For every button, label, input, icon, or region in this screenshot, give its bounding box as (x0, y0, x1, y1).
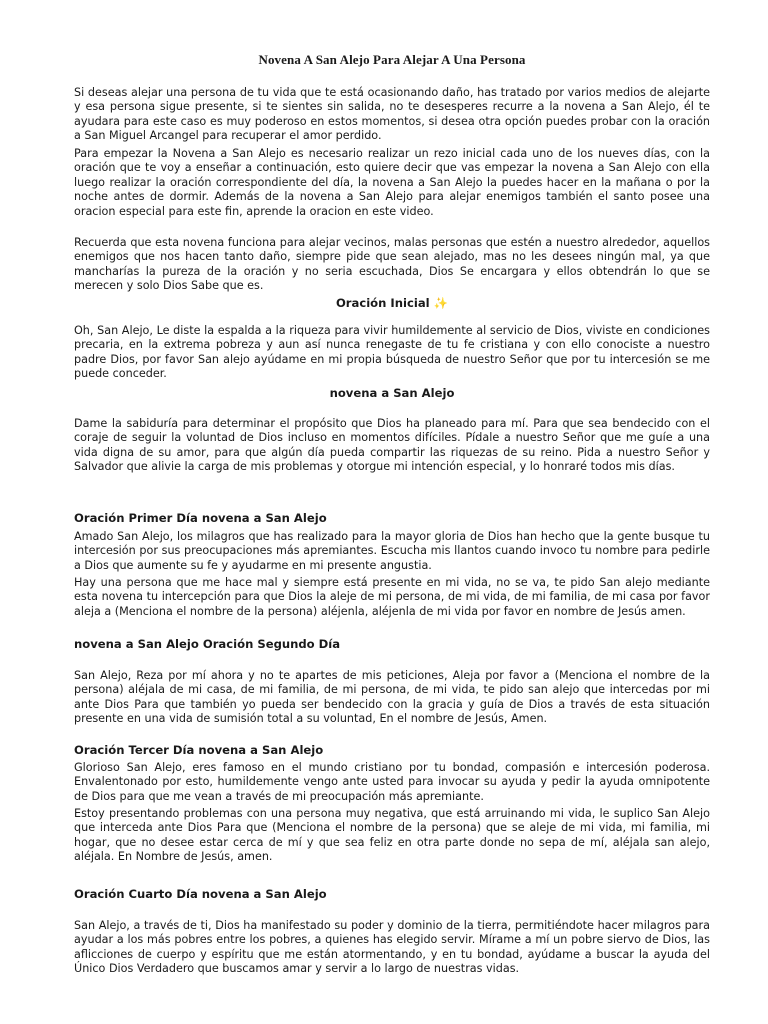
intro-paragraph-2: Para empezar la Novena a San Alejo es necesario realizar un rezo inicial cada uno de los nueves días, con la oración que te voy a enseñar a continuación, esto quiere decir que vas empezar la novena a San Alejo con ella luego realizar la oración correspondiente del día, la novena a San Alejo la puedes hacer en la mañana o por la noche antes de dormir. Además de la novena a San Alejo para alejar enemigos también el santo posee una oracion especial para este fin, aprende la oracion en este video. (74, 147, 710, 218)
dia2-heading: novena a San Alejo Oración Segundo Día (74, 637, 341, 651)
intro-paragraph-3: Recuerda que esta novena funciona para alejar vecinos, malas personas que estén a nuestro alrededor, aquellos enemigos que nos hacen tanto daño, siempre pide que sean alejado, mas no les desees ningún mal, ya que mancharías la pureza de la oración y no seria escuchada, Dios Se encargara y ellos obtendrán lo que se merecen y solo Dios Sabe que es. (74, 236, 710, 293)
dia1-paragraph-1: Amado San Alejo, los milagros que has realizado para la mayor gloria de Dios han hecho que la gente busque tu intercesión por sus preocupaciones más apremiantes. Escucha mis llantos cuando invoco tu nombre para pedirle a Dios que aumente su fe y ayudarme en mi presente angustia. (74, 530, 710, 572)
dia4-heading: Oración Cuarto Día novena a San Alejo (74, 887, 327, 901)
dia4-text: San Alejo, a través de ti, Dios ha manifestado su poder y dominio de la tierra, permitiéndote hacer milagros para ayudar a los más pobres entre los pobres, a quienes has elegido servir. Mírame a mí un pobre siervo de Dios, las aflicciones de cuerpo y espíritu que me están atormentando, y en tu bondad, ayúdame a buscar la ayuda del Único Dios Verdadero que buscamos amar y servir a lo largo de nuestras vidas. (74, 919, 710, 976)
oracion-inicial-text: Oh, San Alejo, Le diste la espalda a la riqueza para vivir humildemente al servicio de Dios, viviste en condiciones precaria, en la extrema pobreza y aun así nunca renegaste de tu fe cristiana y con ello conociste a nuestro padre Dios, por favor San alejo ayúdame en mi propia búsqueda de nuestro Señor que por tu intercesión se me puede conceder. (74, 324, 710, 381)
dia1-paragraph-2: Hay una persona que me hace mal y siempre está presente en mi vida, no se va, te pido San alejo mediante esta novena tu intercepción para que Dios la aleje de mi persona, de mi vida, de mi familia, de mi casa por favor aleja a (Menciona el nombre de la persona) aléjenla, aléjenla de mi vida por favor en nombre de Jesús amen. (74, 576, 710, 618)
sparkle-icon: ✨ (433, 296, 449, 310)
dia2-text: San Alejo, Reza por mí ahora y no te apartes de mis peticiones, Aleja por favor a (Menciona el nombre de la persona) aléjala de mi casa, de mi familia, de mi persona, de mi vida, te pido san alejo que intercedas por mi ante Dios Para que también yo pueda ser bendecido con la gracia y guía de Dios a través de esta situación presente en una vida de sumisión total a su voluntad, En el nombre de Jesús, Amen. (74, 669, 710, 726)
dia3-paragraph-1: Glorioso San Alejo, eres famoso en el mundo cristiano por tu bondad, compasión e intercesión poderosa. Envalentonado por esto, humildemente vengo ante usted para invocar su ayuda y pedir la ayuda omnipotente de Dios para que me vean a través de mi preocupación más apremiante. (74, 761, 710, 803)
dia3-paragraph-2: Estoy presentando problemas con una persona muy negativa, que está arruinando mi vida, le suplico San Alejo que interceda ante Dios Para que (Menciona el nombre de la persona) que se aleje de mi vida, mi familia, mi hogar, que no desee estar cerca de mí y que sea feliz en otra parte donde no sepa de mí, aléjala san alejo, aléjala. En Nombre de Jesús, amen. (74, 807, 710, 864)
oracion-inicial-heading (74, 296, 710, 310)
document-title: Novena A San Alejo Para Alejar A Una Persona (258, 52, 526, 67)
novena-heading: novena a San Alejo (329, 386, 455, 400)
intro-paragraph-1: Si deseas alejar una persona de tu vida que te está ocasionando daño, has tratado por varios medios de alejarte y esa persona sigue presente, si te sientes sin salida, no te desesperes recurre a la novena a San Alejo, él te ayudara para este caso es muy poderoso en estos momentos, si desea otra opción puedes probar con la oración a San Miguel Arcangel para recuperar el amor perdido. (74, 86, 710, 143)
oracion-inicial-title: Oración Inicial (335, 296, 430, 310)
novena-text: Dame la sabiduría para determinar el propósito que Dios ha planeado para mí. Para que sea bendecido con el coraje de seguir la voluntad de Dios incluso en momentos difíciles. Pídale a nuestro Señor que me guíe a una vida digna de su amor, para que algún día pueda compartir las riquezas de su reino. Pida a nuestro Señor y Salvador que alivie la carga de mis problemas y otorgue mi intención especial, y lo honraré todos mis días. (74, 417, 710, 474)
dia3-heading: Oración Tercer Día novena a San Alejo (74, 743, 324, 757)
dia1-heading: Oración Primer Día novena a San Alejo (74, 511, 327, 525)
